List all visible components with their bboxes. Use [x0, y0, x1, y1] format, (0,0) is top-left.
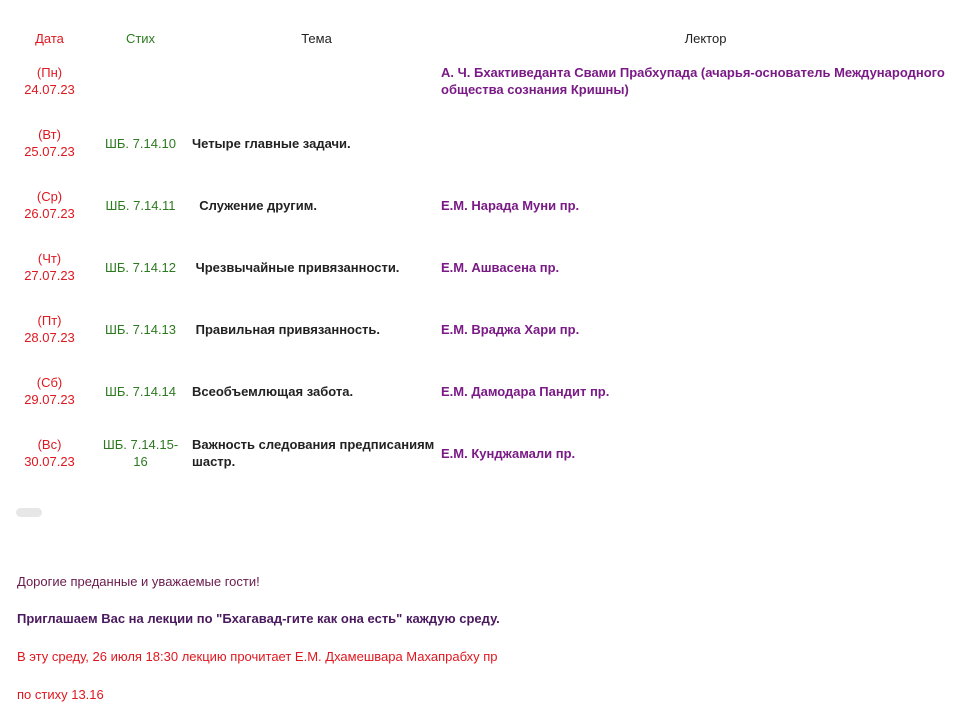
date-cell — [10, 50, 89, 112]
verse-cell — [89, 50, 192, 112]
lector-cell — [441, 112, 970, 174]
table-row — [10, 50, 970, 112]
topic-cell: Всеобъемлющая забота. — [192, 383, 354, 399]
date: 24.07.23 — [24, 82, 75, 97]
header-row — [10, 26, 970, 50]
date-cell — [10, 112, 89, 174]
table-row — [10, 112, 970, 174]
weekday: (Сб) — [36, 375, 63, 390]
weekday: (Вс) — [37, 437, 62, 452]
date: 30.07.23 — [24, 454, 75, 469]
topic-cell: Четыре главные задачи. — [192, 135, 351, 151]
table-row — [10, 360, 970, 422]
lector-cell: Е.М. Дамодара Пандит пр. — [441, 383, 610, 399]
date: 27.07.23 — [24, 268, 75, 283]
date: 29.07.23 — [24, 392, 75, 407]
lecture-announcement: В эту среду, 26 июля 18:30 лекцию прочитает Е.М. Дхамешвара Махапрабху пр — [17, 649, 498, 664]
weekday: (Пн) — [36, 65, 63, 80]
date: 25.07.23 — [24, 144, 75, 159]
table-row — [10, 236, 970, 298]
table-row — [10, 422, 970, 484]
header-date: Дата — [35, 30, 64, 46]
date-cell — [10, 174, 89, 236]
header-topic: Тема — [301, 30, 332, 46]
topic-cell: Важность следования предписаниям шастр. — [192, 437, 435, 469]
verse-cell: ШБ. 7.14.13 — [104, 321, 177, 337]
greeting-text: Дорогие преданные и уважаемые гости! — [17, 574, 260, 589]
lector-cell: Е.М. Враджа Хари пр. — [441, 321, 580, 337]
verse-cell: ШБ. 7.14.11 — [105, 197, 176, 213]
header-lector: Лектор — [684, 30, 727, 46]
lector-cell: Е.М. Ашвасена пр. — [441, 259, 560, 275]
weekday: (Вт) — [38, 127, 61, 142]
date-cell — [10, 360, 89, 422]
topic-cell: Чрезвычайные привязанности. — [192, 259, 400, 275]
topic-cell: Правильная привязанность. — [192, 321, 381, 337]
date-cell — [10, 236, 89, 298]
lector-cell: Е.М. Кунджамали пр. — [441, 445, 576, 461]
verse-cell: ШБ. 7.14.15-16 — [102, 437, 179, 469]
lector-cell: А. Ч. Бхактиведанта Свами Прабхупада (ачарья-основатель Международного общества сознания Кришны) — [441, 65, 945, 97]
verse-cell: ШБ. 7.14.12 — [104, 259, 177, 275]
scroll-handle[interactable] — [16, 508, 42, 517]
table-row — [10, 298, 970, 360]
date: 28.07.23 — [24, 330, 75, 345]
weekday: (Пт) — [37, 313, 62, 328]
date-cell — [10, 422, 89, 484]
topic-cell — [192, 50, 441, 112]
header-verse: Стих — [125, 30, 156, 46]
verse-cell: ШБ. 7.14.14 — [104, 383, 177, 399]
schedule-table — [10, 26, 970, 484]
date-cell — [10, 298, 89, 360]
weekday: (Ср) — [36, 189, 63, 204]
verse-reference: по стиху 13.16 — [17, 687, 104, 702]
verse-cell: ШБ. 7.14.10 — [104, 135, 177, 151]
topic-cell: Служение другим. — [192, 197, 317, 213]
invitation-text: Приглашаем Вас на лекции по "Бхагавад-гите как она есть" каждую среду. — [17, 611, 500, 626]
lector-cell: Е.М. Нарада Муни пр. — [441, 197, 580, 213]
date: 26.07.23 — [24, 206, 75, 221]
weekday: (Чт) — [37, 251, 62, 266]
table-row — [10, 174, 970, 236]
